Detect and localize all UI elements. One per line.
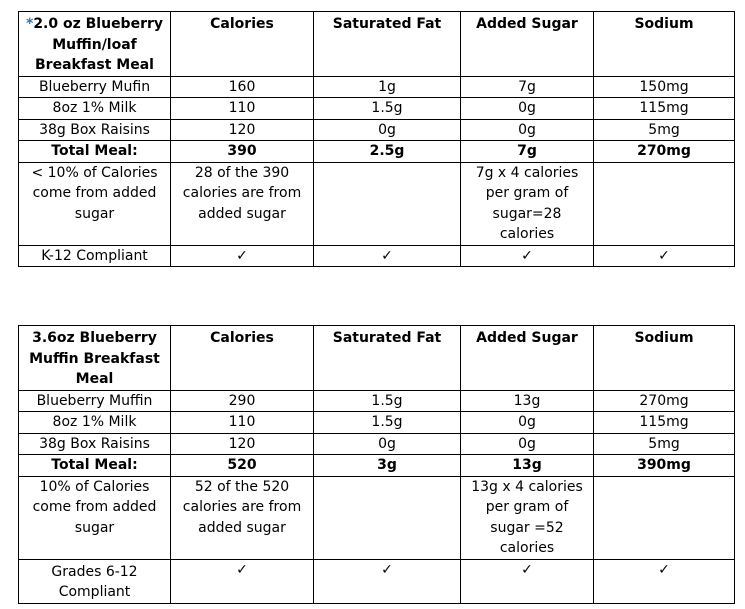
table-row [19,98,735,120]
sodium-value: 150mg [594,76,735,98]
header-saturated-fat: Saturated Fat [314,12,461,77]
table-header-row [19,12,735,77]
calories-value: 120 [171,433,314,455]
calories-value: 120 [171,119,314,141]
total-saturated-fat: 2.5g [314,141,461,163]
nutrition-table-2oz [18,11,735,267]
total-calories: 520 [171,455,314,477]
item-name: 8oz 1% Milk [19,412,171,434]
saturated-fat-value: 0g [314,119,461,141]
table-row [19,76,735,98]
compliance-row [19,245,735,267]
sodium-value: 5mg [594,119,735,141]
total-added-sugar: 13g [461,455,594,477]
compliance-label: Grades 6-12 Compliant [19,559,171,603]
added-sugar-note-row [19,476,735,559]
check-icon: ✓ [594,245,735,267]
header-calories: Calories [171,12,314,77]
sodium-value: 115mg [594,98,735,120]
note-calories: 52 of the 520 calories are from added sugar [171,476,314,559]
sodium-value: 270mg [594,390,735,412]
item-name: Blueberry Muffin [19,390,171,412]
check-icon: ✓ [171,245,314,267]
item-name: Blueberry Mufin [19,76,171,98]
note-label: < 10% of Calories come from added sugar [19,162,171,245]
item-name: 38g Box Raisins [19,119,171,141]
saturated-fat-value: 1.5g [314,98,461,120]
added-sugar-note-row [19,162,735,245]
total-sodium: 390mg [594,455,735,477]
total-calories: 390 [171,141,314,163]
check-icon: ✓ [461,245,594,267]
saturated-fat-value: 0g [314,433,461,455]
added-sugar-value: 7g [461,76,594,98]
table-row [19,412,735,434]
saturated-fat-value: 1.5g [314,412,461,434]
note-saturated-fat-empty [314,162,461,245]
header-sodium: Sodium [594,326,735,391]
item-name: 38g Box Raisins [19,433,171,455]
added-sugar-value: 0g [461,412,594,434]
meal-title: *2.0 oz Blueberry Muffin/loaf Breakfast Meal [19,12,171,77]
check-icon: ✓ [314,559,461,603]
note-added-sugar: 13g x 4 calories per gram of sugar =52 calories [461,476,594,559]
header-saturated-fat: Saturated Fat [314,326,461,391]
calories-value: 110 [171,98,314,120]
header-sodium: Sodium [594,12,735,77]
footnote-asterisk: * [25,16,34,32]
check-icon: ✓ [594,559,735,603]
compliance-label: K-12 Compliant [19,245,171,267]
note-sodium-empty [594,476,735,559]
table-row [19,119,735,141]
total-saturated-fat: 3g [314,455,461,477]
added-sugar-value: 0g [461,119,594,141]
total-added-sugar: 7g [461,141,594,163]
total-sodium: 270mg [594,141,735,163]
total-label: Total Meal: [19,455,171,477]
compliance-row [19,559,735,603]
item-name: 8oz 1% Milk [19,98,171,120]
check-icon: ✓ [461,559,594,603]
calories-value: 290 [171,390,314,412]
note-sodium-empty [594,162,735,245]
table-header-row [19,326,735,391]
check-icon: ✓ [314,245,461,267]
sodium-value: 5mg [594,433,735,455]
calories-value: 110 [171,412,314,434]
meal-title: 3.6oz Blueberry Muffin Breakfast Meal [19,326,171,391]
note-calories: 28 of the 390 calories are from added sugar [171,162,314,245]
total-row [19,141,735,163]
check-icon: ✓ [171,559,314,603]
table-row [19,433,735,455]
nutrition-table-3-6oz [18,325,735,604]
sodium-value: 115mg [594,412,735,434]
saturated-fat-value: 1.5g [314,390,461,412]
table-row [19,390,735,412]
note-label: 10% of Calories come from added sugar [19,476,171,559]
calories-value: 160 [171,76,314,98]
added-sugar-value: 0g [461,433,594,455]
note-added-sugar: 7g x 4 calories per gram of sugar=28 calories [461,162,594,245]
added-sugar-value: 0g [461,98,594,120]
saturated-fat-value: 1g [314,76,461,98]
header-added-sugar: Added Sugar [461,326,594,391]
note-saturated-fat-empty [314,476,461,559]
total-label: Total Meal: [19,141,171,163]
header-calories: Calories [171,326,314,391]
total-row [19,455,735,477]
header-added-sugar: Added Sugar [461,12,594,77]
added-sugar-value: 13g [461,390,594,412]
